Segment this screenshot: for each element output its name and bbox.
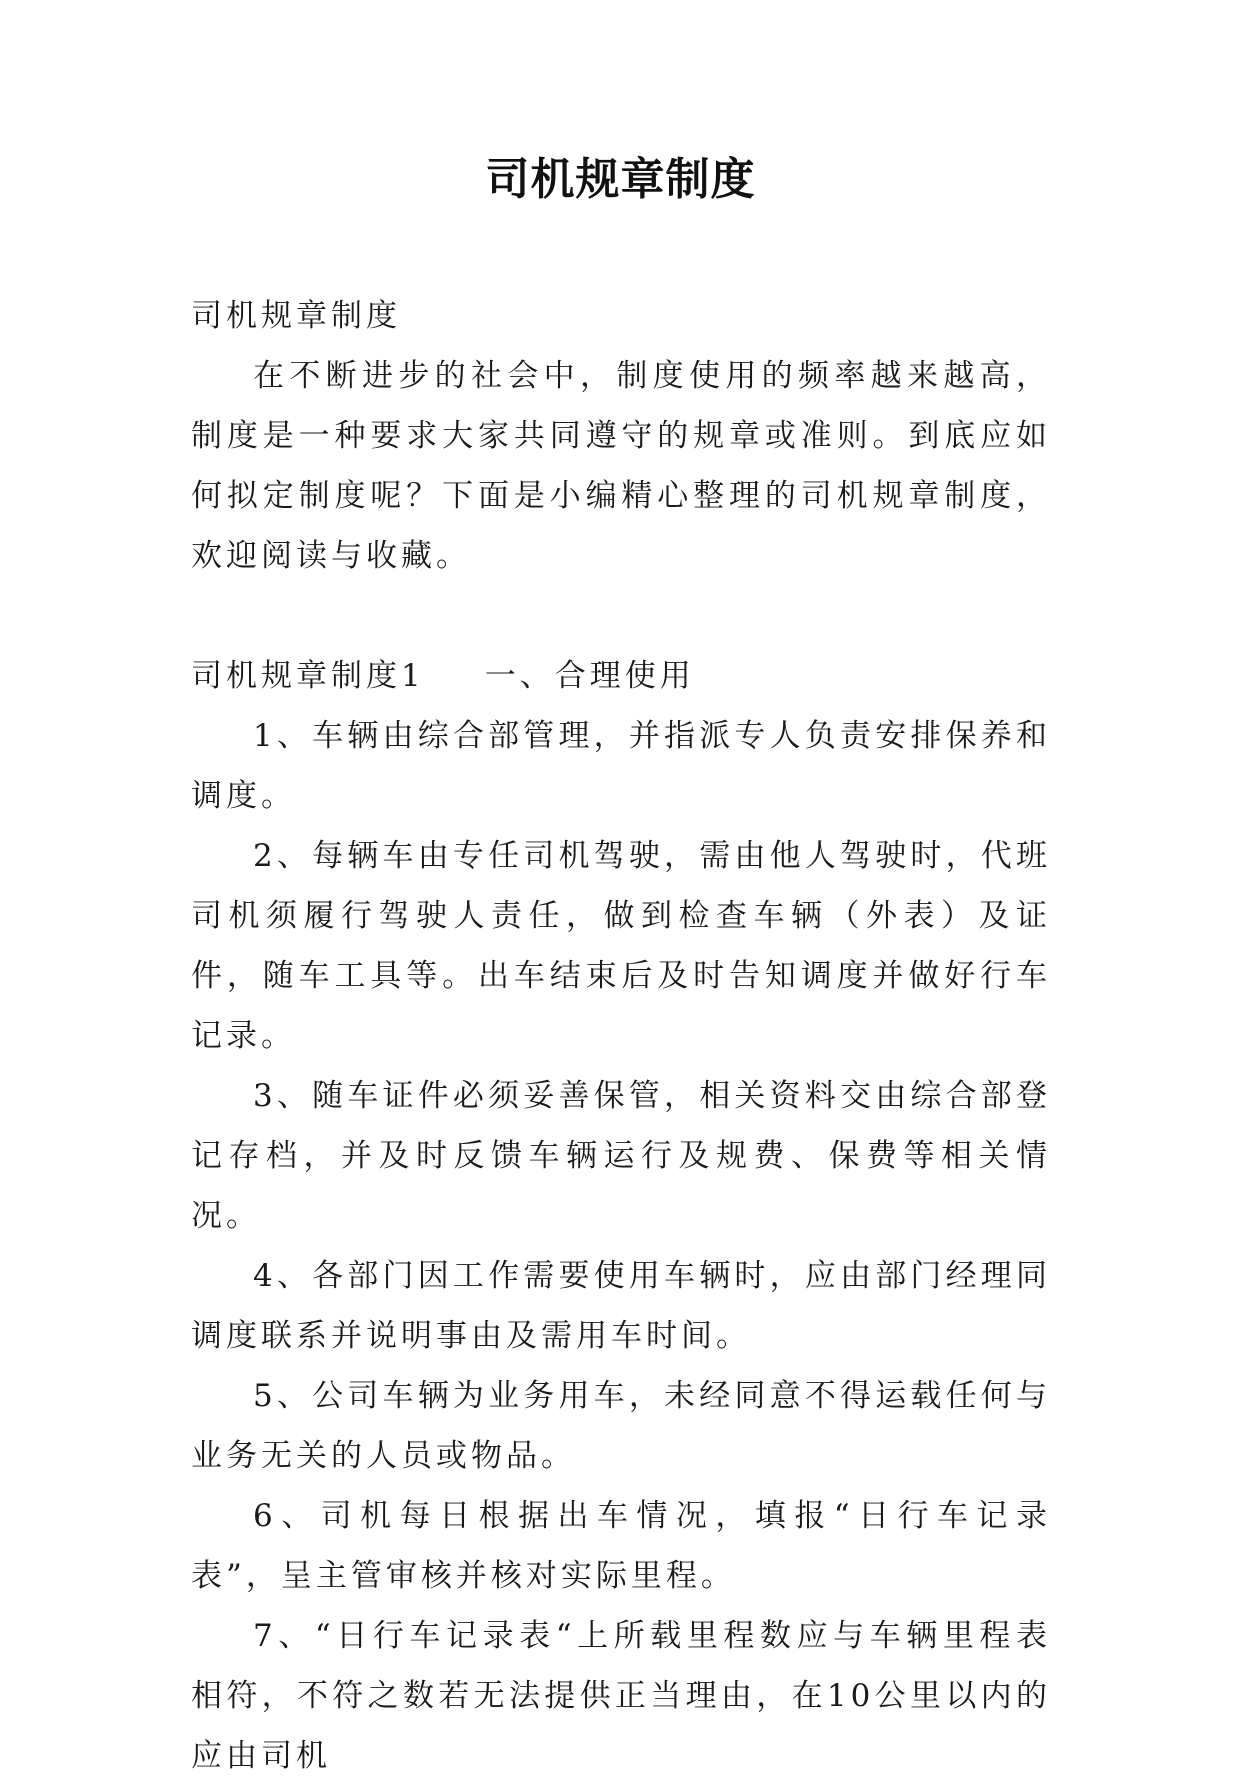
- rule-item-3: 3、随车证件必须妥善保管，相关资料交由综合部登记存档，并及时反馈车辆运行及规费、保费等相关情况。: [191, 1078, 1051, 1234]
- document-title: 司机规章制度: [485, 154, 756, 205]
- document-body: [191, 286, 1051, 1786]
- rule-item-6: 6、司机每日根据出车情况，填报“日行车记录表”，呈主管审核并核对实际里程。: [191, 1498, 1051, 1594]
- rule-item-5: 5、公司车辆为业务用车，未经同意不得运载任何与业务无关的人员或物品。: [191, 1378, 1051, 1474]
- rule-item-1: 1、车辆由综合部管理，并指派专人负责安排保养和调度。: [191, 718, 1051, 814]
- section-heading: 司机规章制度1: [191, 658, 425, 694]
- intro-paragraph: 在不断进步的社会中，制度使用的频率越来越高，制度是一种要求大家共同遵守的规章或准则。到底应如何拟定制度呢？下面是小编精心整理的司机规章制度，欢迎阅读与收藏。: [191, 358, 1051, 574]
- section-heading-line: [191, 646, 1051, 706]
- rule-item-4: 4、各部门因工作需要使用车辆时，应由部门经理同调度联系并说明事由及需用车时间。: [191, 1258, 1051, 1354]
- paragraph-spacer: [191, 586, 1051, 646]
- section-subheading: 一、合理使用: [484, 658, 695, 694]
- document-subtitle: 司机规章制度: [191, 298, 401, 334]
- rule-item-7: 7、“日行车记录表“上所载里程数应与车辆里程表相符，不符之数若无法提供正当理由，在10公里以内的应由司机: [191, 1618, 1051, 1774]
- rule-item-2: 2、每辆车由专任司机驾驶，需由他人驾驶时，代班司机须履行驾驶人责任，做到检查车辆（外表）及证件，随车工具等。出车结束后及时告知调度并做好行车记录。: [191, 838, 1051, 1054]
